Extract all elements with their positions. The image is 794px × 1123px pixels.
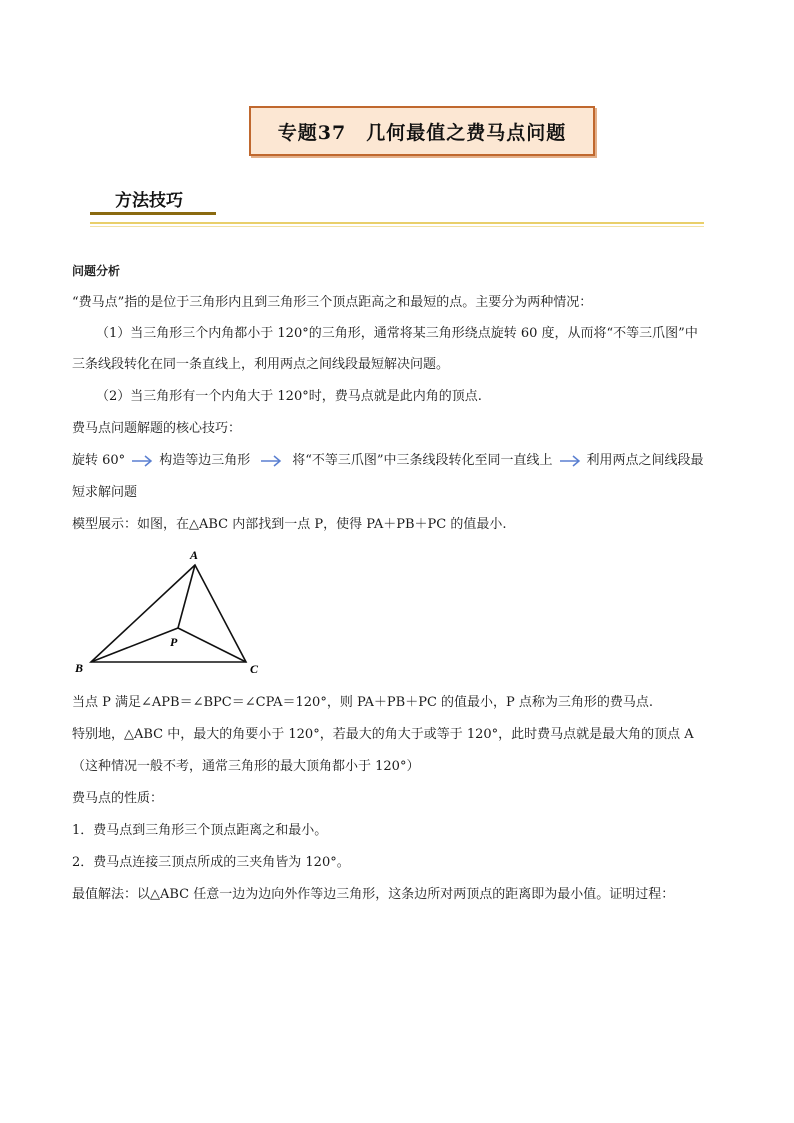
analysis-heading: 问题分析 (72, 264, 121, 278)
paragraph-special: 特别地，△ABC 中，最大的角要小于 120°，若最大的角大于或等于 120°，此时费马点就是最大角的顶点 A (72, 727, 694, 742)
label-p: P (170, 635, 178, 649)
paragraph-case2: （2）当三角形有一个内角大于 120°时，费马点就是此内角的顶点. (96, 389, 482, 404)
section-title: 方法技巧 (115, 191, 183, 211)
label-c: C (250, 662, 259, 676)
arrow-right-icon (131, 454, 153, 468)
label-a: A (190, 548, 199, 562)
model-description: 模型展示：如图，在△ABC 内部找到一点 P，使得 PA＋PB＋PC 的值最小. (72, 517, 507, 532)
property-2: 2．费马点连接三顶点所成的三夹角皆为 120°。 (72, 855, 350, 870)
flow-step-rotate: 旋转 60° (72, 453, 126, 468)
paragraph-case1-cont: 三条线段转化在同一条直线上，利用两点之间线段最短解决问题。 (72, 357, 450, 372)
segment-pb (91, 628, 178, 662)
arrow-right-icon (559, 454, 581, 468)
paragraph-special-note: （这种情况一般不考，通常三角形的最大顶角都小于 120°） (72, 759, 420, 774)
properties-heading: 费马点的性质： (72, 791, 164, 806)
page-title: 专题37 几何最值之费马点问题 (249, 106, 595, 156)
flow-step-equilateral: 构造等边三角形 (159, 453, 251, 468)
core-heading: 费马点问题解题的核心技巧： (72, 421, 242, 436)
section-divider (90, 222, 704, 224)
flow-step-continued: 短求解问题 (72, 485, 138, 500)
section-divider-thin (90, 226, 704, 227)
triangle-figure (70, 545, 270, 680)
flow-step-shortest: 利用两点之间线段最 (586, 453, 704, 468)
property-1: 1．费马点到三角形三个顶点距离之和最小。 (72, 823, 328, 838)
paragraph-condition: 当点 P 满足∠APB＝∠BPC＝∠CPA＝120°，则 PA＋PB＋PC 的值最小，P 点称为三角形的费马点. (72, 695, 654, 710)
paragraph-definition: “费马点”指的是位于三角形内且到三角形三个顶点距高之和最短的点。主要分为两种情况： (72, 295, 593, 310)
method-paragraph: 最值解法：以△ABC 任意一边为边向外作等边三角形，这条边所对两顶点的距离即为最小值。证明过程： (72, 887, 675, 902)
segment-pa (178, 565, 195, 628)
flow-step-transform: 将“不等三爪图”中三条线段转化至同一直线上 (292, 453, 553, 468)
technique-flow (72, 452, 704, 470)
arrow-right-icon (260, 454, 282, 468)
section-underline (90, 212, 216, 215)
triangle-abc (91, 565, 246, 662)
label-b: B (75, 661, 84, 675)
segment-pc (178, 628, 246, 662)
paragraph-case1: （1）当三角形三个内角都小于 120°的三角形，通常将某三角形绕点旋转 60 度，从而将“不等三爪图”中 (96, 326, 698, 341)
